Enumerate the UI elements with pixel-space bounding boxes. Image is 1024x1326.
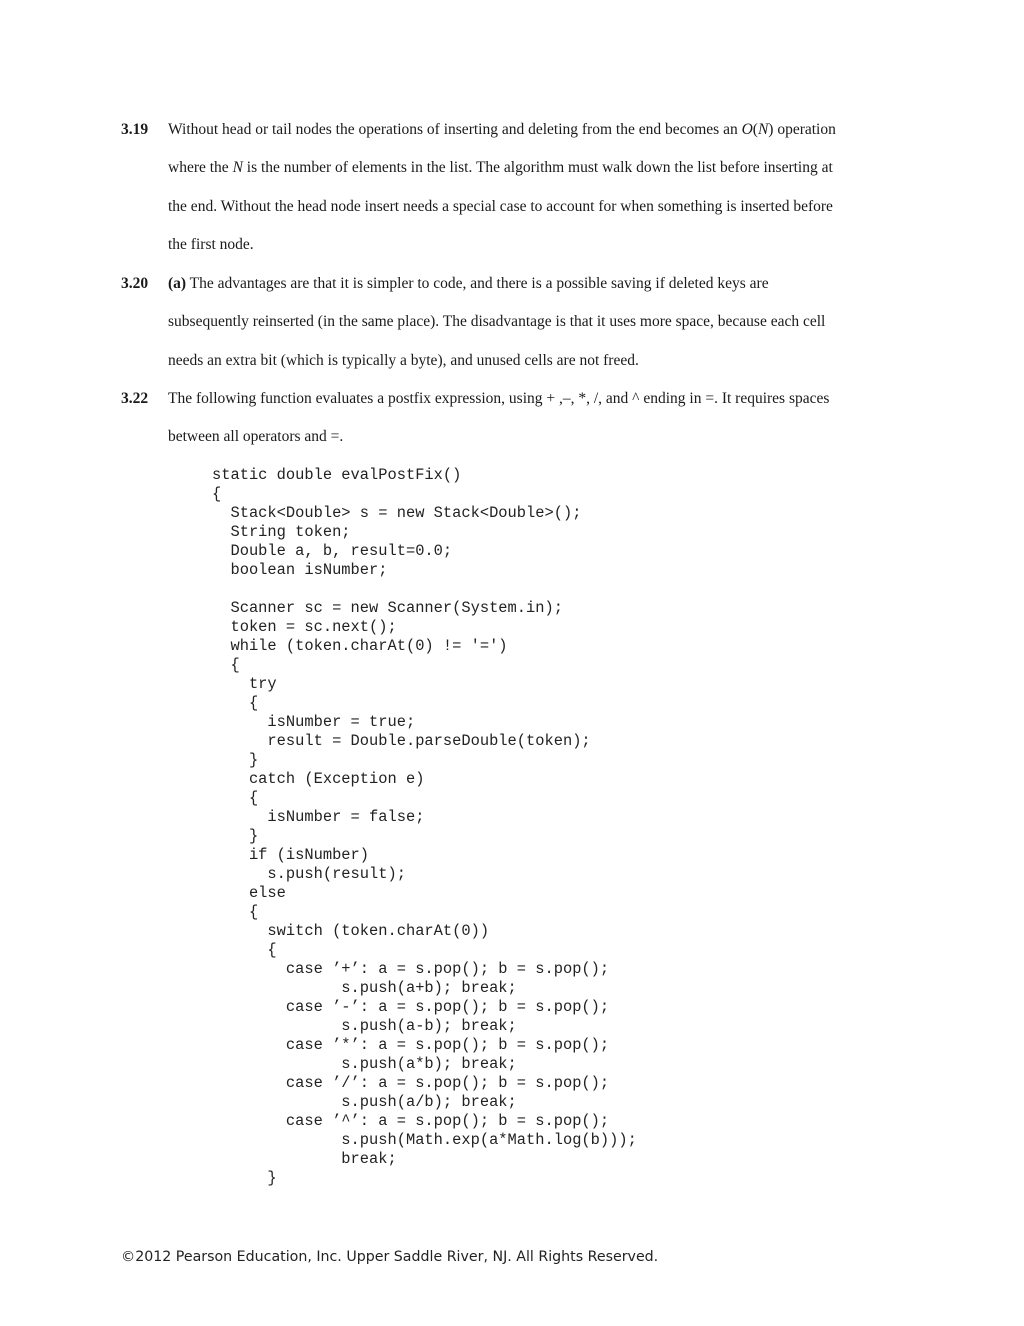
code-line: } xyxy=(212,827,259,845)
text-line: between all operators and =. xyxy=(168,428,344,446)
code-line: token = sc.next(); xyxy=(212,618,397,636)
entry-number: 3.20 xyxy=(121,275,149,292)
code-line: { xyxy=(212,656,240,674)
text-line: where the N is the number of elements in the list. The algorithm must walk down the list before inserting at xyxy=(168,159,833,177)
text-line: needs an extra bit (which is typically a byte), and unused cells are not freed. xyxy=(168,351,639,369)
code-line: case ’/’: a = s.pop(); b = s.pop(); xyxy=(212,1074,610,1092)
code-line: Scanner sc = new Scanner(System.in); xyxy=(212,599,563,617)
code-line: try xyxy=(212,675,277,693)
code-line: s.push(a-b); break; xyxy=(212,1017,517,1035)
text-line: The following function evaluates a postfix expression, using + ,–, *, /, and ^ ending in =. It requires spaces xyxy=(168,390,830,407)
code-line: catch (Exception e) xyxy=(212,770,425,788)
code-line: boolean isNumber; xyxy=(212,561,388,579)
code-line xyxy=(212,580,637,599)
code-line: case ’+’: a = s.pop(); b = s.pop(); xyxy=(212,960,610,978)
code-line: s.push(a/b); break; xyxy=(212,1093,517,1111)
entry-number: 3.19 xyxy=(121,121,149,138)
code-listing xyxy=(212,466,637,1188)
code-line: s.push(a+b); break; xyxy=(212,979,517,997)
code-line: { xyxy=(212,789,259,807)
entry-text xyxy=(168,380,911,457)
code-line: { xyxy=(212,941,277,959)
code-line: s.push(Math.exp(a*Math.log(b))); xyxy=(212,1131,637,1149)
bold-text: (a) xyxy=(168,275,187,292)
entry-3-19 xyxy=(121,111,911,264)
code-line: Double a, b, result=0.0; xyxy=(212,542,453,560)
code-line: case ’*’: a = s.pop(); b = s.pop(); xyxy=(212,1036,610,1054)
code-line: s.push(result); xyxy=(212,865,406,883)
code-line: case ’^’: a = s.pop(); b = s.pop(); xyxy=(212,1112,610,1130)
code-line: isNumber = false; xyxy=(212,808,425,826)
code-line: String token; xyxy=(212,523,351,541)
code-line: break; xyxy=(212,1150,397,1168)
text-line: (a) The advantages are that it is simpler to code, and there is a possible saving if deleted keys are xyxy=(168,275,769,292)
code-line: isNumber = true; xyxy=(212,713,416,731)
code-line: { xyxy=(212,903,259,921)
code-line: s.push(a*b); break; xyxy=(212,1055,517,1073)
code-line: Stack<Double> s = new Stack<Double>(); xyxy=(212,504,582,522)
code-line: static double evalPostFix() xyxy=(212,466,462,484)
entry-3-22 xyxy=(121,380,911,457)
entry-number: 3.22 xyxy=(121,390,149,407)
text-line: Without head or tail nodes the operations of inserting and deleting from the end becomes an O(N) operation xyxy=(168,121,836,138)
code-line: { xyxy=(212,694,259,712)
copyright-footer: ©2012 Pearson Education, Inc. Upper Saddle River, NJ. All Rights Reserved. xyxy=(121,1249,659,1265)
code-line: while (token.charAt(0) != '=') xyxy=(212,637,508,655)
code-line: } xyxy=(212,751,259,769)
text-line: subsequently reinserted (in the same place). The disadvantage is that it uses more space, because each cell xyxy=(168,313,826,331)
code-line: } xyxy=(212,1169,277,1187)
entry-text xyxy=(168,111,911,264)
code-line: case ’-’: a = s.pop(); b = s.pop(); xyxy=(212,998,610,1016)
italic-text: N xyxy=(232,159,243,177)
code-line: else xyxy=(212,884,286,902)
entry-3-20 xyxy=(121,265,911,380)
code-line: switch (token.charAt(0)) xyxy=(212,922,490,940)
italic-text: O xyxy=(741,121,753,138)
italic-text: N xyxy=(757,121,769,138)
text-line: the first node. xyxy=(168,235,254,253)
code-line: { xyxy=(212,485,222,503)
entry-text xyxy=(168,265,911,380)
text-line: the end. Without the head node insert needs a special case to account for when something is inserted before xyxy=(168,197,833,215)
code-line: if (isNumber) xyxy=(212,846,370,864)
code-line: result = Double.parseDouble(token); xyxy=(212,732,591,750)
